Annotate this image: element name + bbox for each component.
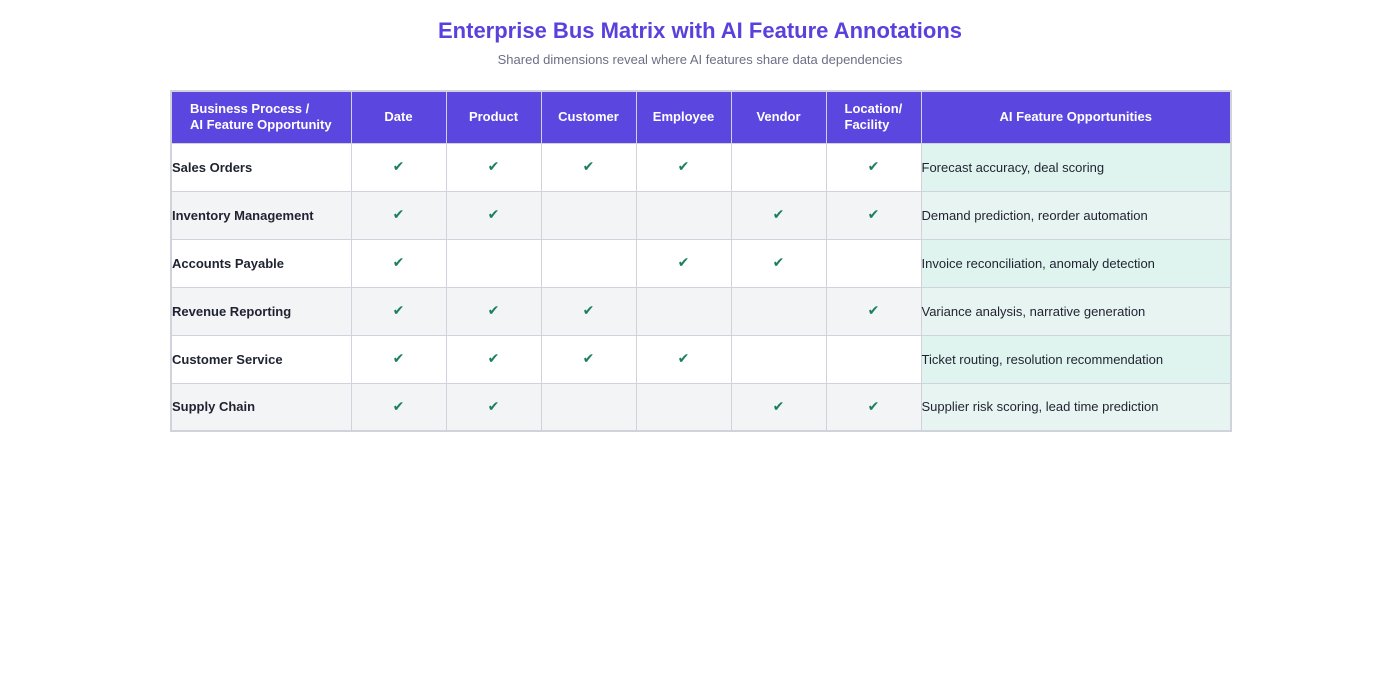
column-header-process: Business Process / AI Feature Opportunity: [171, 91, 351, 143]
checkmark-icon: ✔: [487, 158, 500, 174]
dimension-cell: [351, 143, 446, 191]
dimension-cell: [826, 335, 921, 383]
business-process-cell: Supply Chain: [171, 383, 351, 431]
checkmark-icon: ✔: [392, 254, 405, 270]
dimension-cell: [731, 191, 826, 239]
checkmark-icon: ✔: [392, 158, 405, 174]
dimension-cell: [826, 383, 921, 431]
dimension-cell: [446, 287, 541, 335]
checkmark-icon: ✔: [677, 254, 690, 270]
ai-feature-cell: Ticket routing, resolution recommendation: [921, 335, 1231, 383]
dimension-cell: [541, 191, 636, 239]
checkmark-icon: ✔: [582, 302, 595, 318]
ai-feature-cell: Forecast accuracy, deal scoring: [921, 143, 1231, 191]
dimension-cell: [446, 143, 541, 191]
ai-feature-cell: Demand prediction, reorder automation: [921, 191, 1231, 239]
dimension-cell: [446, 335, 541, 383]
checkmark-icon: ✔: [392, 397, 405, 414]
column-header-location: Location/ Facility: [826, 91, 921, 143]
dimension-cell: [731, 239, 826, 287]
checkmark-icon: ✔: [867, 158, 880, 174]
dimension-cell: [636, 239, 731, 287]
checkmark-icon: ✔: [772, 397, 785, 414]
dimension-cell: [636, 191, 731, 239]
dimension-cell: [826, 191, 921, 239]
column-header-ai-features: AI Feature Opportunities: [921, 91, 1231, 143]
checkmark-icon: ✔: [867, 206, 880, 222]
dimension-cell: [826, 239, 921, 287]
page-subtitle: Shared dimensions reveal where AI features share data dependencies: [497, 52, 903, 67]
dimension-cell: [731, 287, 826, 335]
checkmark-icon: ✔: [487, 302, 500, 318]
checkmark-icon: ✔: [867, 302, 880, 318]
dimension-cell: [826, 143, 921, 191]
checkmark-icon: ✔: [487, 397, 500, 414]
checkmark-icon: ✔: [392, 350, 405, 366]
dimension-cell: [351, 335, 446, 383]
business-process-cell: Sales Orders: [171, 143, 351, 191]
dimension-cell: [541, 239, 636, 287]
table-row: [171, 143, 1231, 191]
checkmark-icon: ✔: [582, 158, 595, 174]
table-row: [171, 383, 1231, 431]
business-process-cell: Revenue Reporting: [171, 287, 351, 335]
checkmark-icon: ✔: [772, 206, 785, 222]
dimension-cell: [541, 143, 636, 191]
column-header-employee: Employee: [636, 91, 731, 143]
dimension-cell: [731, 335, 826, 383]
column-header-customer: Customer: [541, 91, 636, 143]
column-header-vendor: Vendor: [731, 91, 826, 143]
dimension-cell: [541, 335, 636, 383]
business-process-cell: Customer Service: [171, 335, 351, 383]
dimension-cell: [351, 191, 446, 239]
ai-feature-cell: Supplier risk scoring, lead time prediction: [921, 383, 1231, 431]
ai-feature-cell: Variance analysis, narrative generation: [921, 287, 1231, 335]
dimension-cell: [446, 239, 541, 287]
dimension-cell: [541, 383, 636, 431]
checkmark-icon: ✔: [772, 254, 785, 270]
checkmark-icon: ✔: [392, 206, 405, 222]
column-header-date: Date: [351, 91, 446, 143]
dimension-cell: [731, 143, 826, 191]
dimension-cell: [636, 383, 731, 431]
checkmark-icon: ✔: [677, 158, 690, 174]
checkmark-icon: ✔: [392, 302, 405, 318]
matrix-body: [171, 143, 1231, 431]
dimension-cell: [351, 287, 446, 335]
bus-matrix-table: [170, 90, 1232, 432]
checkmark-icon: ✔: [867, 397, 880, 414]
table-row: [171, 287, 1231, 335]
dimension-cell: [636, 143, 731, 191]
business-process-cell: Accounts Payable: [171, 239, 351, 287]
dimension-cell: [351, 383, 446, 431]
dimension-cell: [446, 191, 541, 239]
header-row: [171, 91, 1231, 143]
dimension-cell: [636, 287, 731, 335]
page-title: Enterprise Bus Matrix with AI Feature Annotations: [438, 18, 962, 43]
dimension-cell: [826, 287, 921, 335]
checkmark-icon: ✔: [677, 350, 690, 366]
dimension-cell: [446, 383, 541, 431]
column-header-product: Product: [446, 91, 541, 143]
dimension-cell: [541, 287, 636, 335]
dimension-cell: [731, 383, 826, 431]
dimension-cell: [351, 239, 446, 287]
checkmark-icon: ✔: [582, 350, 595, 366]
ai-feature-cell: Invoice reconciliation, anomaly detection: [921, 239, 1231, 287]
business-process-cell: Inventory Management: [171, 191, 351, 239]
checkmark-icon: ✔: [487, 206, 500, 222]
checkmark-icon: ✔: [487, 350, 500, 366]
table-row: [171, 191, 1231, 239]
table-row: [171, 335, 1231, 383]
dimension-cell: [636, 335, 731, 383]
table-row: [171, 239, 1231, 287]
